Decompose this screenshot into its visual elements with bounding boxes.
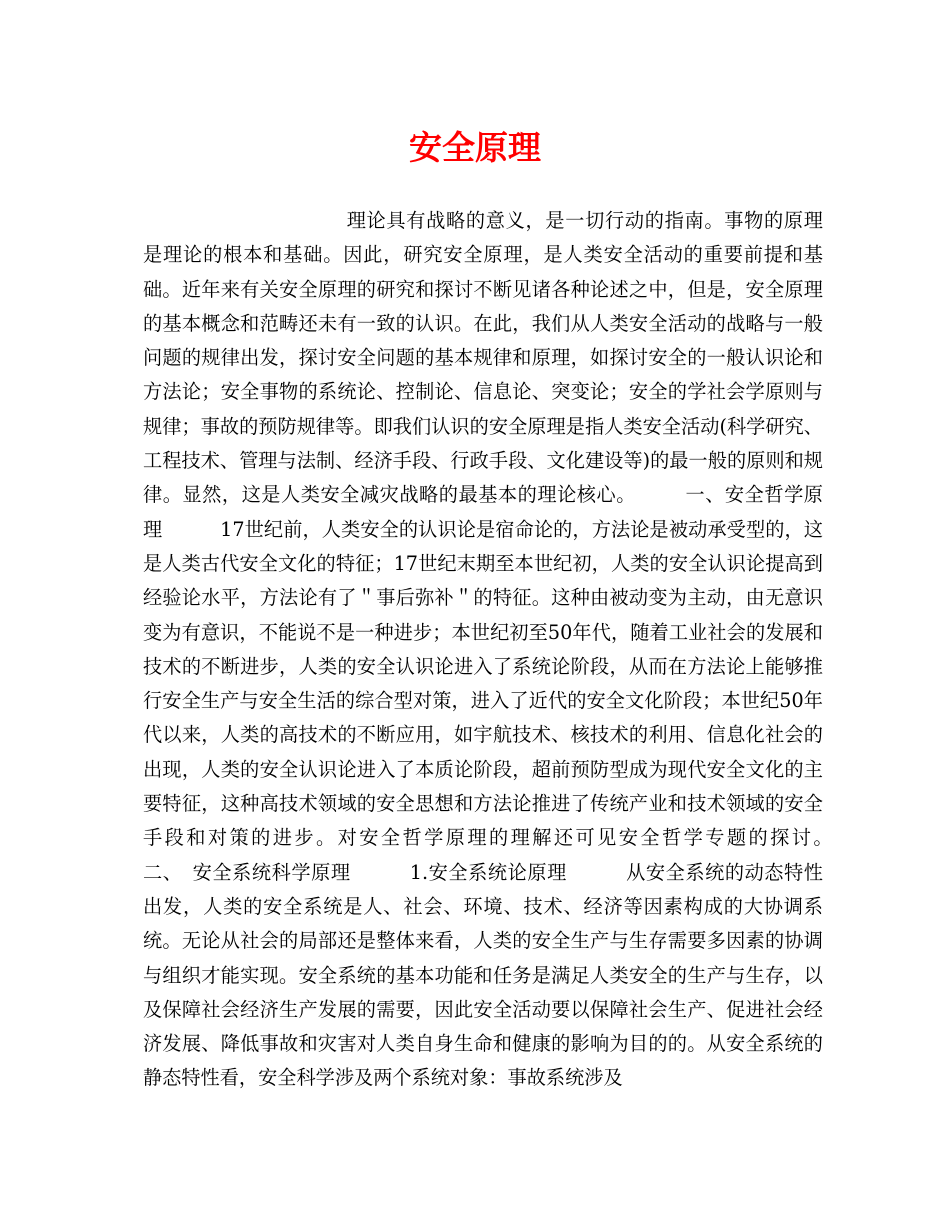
body-paragraph: 理论具有战略的意义，是一切行动的指南。事物的原理是理论的根本和基础。因此，研究安全原理，是人类安全活动的重要前提和基础。近年来有关安全原理的研究和探讨不断见诸各种论述之中，但是，安全原理的基本概念和范畴还未有一致的认识。在此，我们从人类安全活动的战略与一般问题的规律出发，探讨安全问题的基本规律和原理，如探讨安全的一般认识论和方法论；安全事物的系统论、控制论、信息论、突变论；安全的学社会学原则与规律；事故的预防规律等。即我们认识的安全原理是指人类安全活动(科学研究、工程技术、管理与法制、经济手段、行政手段、文化建设等)的最一般的原则和规律。显然，这是人类安全减灾战略的最基本的理论核心。 一、安全哲学原理 17世纪前，人类安全的认识论是宿命论的，方法论是被动承受型的，这是人类古代安全文化的特征；17世纪末期至本世纪初，人类的安全认识论提高到经验论水平，方法论有了＂事后弥补＂的特征。这种由被动变为主动，由无意识变为有意识，不能说不是一种进步；本世纪初至50年代，随着工业社会的发展和技术的不断进步，人类的安全认识论进入了系统论阶段，从而在方法论上能够推行安全生产与安全生活的综合型对策，进入了近代的安全文化阶段；本世纪50年代以来，人类的高技术的不断应用，如宇航技术、核技术的利用、信息化社会的出现，人类的安全认识论进入了本质论阶段，超前预防型成为现代安全文化的主要特征，这种高技术领域的安全思想和方法论推进了传统产业和技术领域的安全手段和对策的进步。对安全哲学原理的理解还可见安全哲学专题的探讨。 二、 安全系统科学原理 1.安全系统论原理 从安全系统的动态特性出发，人类的安全系统是人、社会、环境、技术、经济等因素构成的大协调系统。无论从社会的局部还是整体来看，人类的安全生产与生存需要多因素的协调与组织才能实现。安全系统的基本功能和任务是满足人类安全的生产与生存，以及保障社会经济生产发展的需要，因此安全活动要以保障社会生产、促进社会经济发展、降低事故和灾害对人类自身生命和健康的影响为目的的。从安全系统的静态特性看，安全科学涉及两个系统对象：事故系统涉及 [143, 209, 881, 1090]
document-title: 安全原理 [409, 128, 541, 167]
document-body [143, 204, 881, 1096]
